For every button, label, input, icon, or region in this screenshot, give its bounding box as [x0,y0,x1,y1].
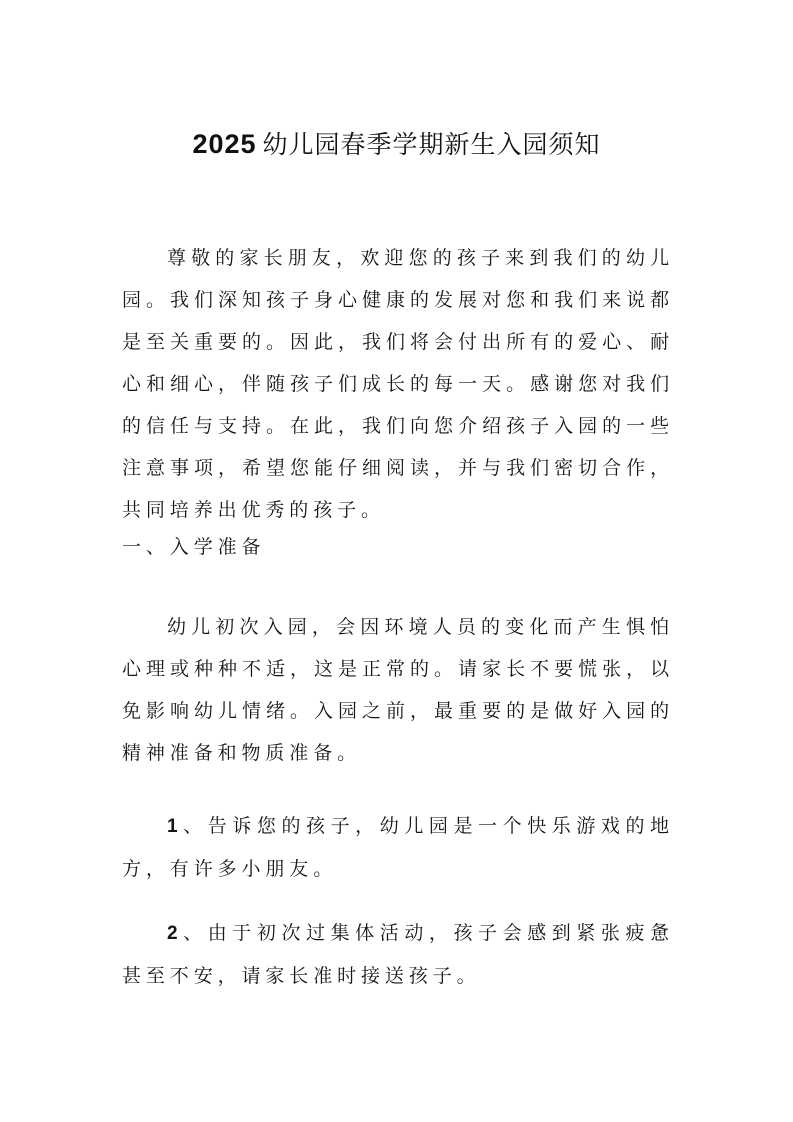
list-item-text: 、由于初次过集体活动，孩子会感到紧张疲惫甚至不安，请家长准时接送孩子。 [122,922,674,987]
list-item-text: 、告诉您的孩子，幼儿园是一个快乐游戏的地方，有许多小朋友。 [122,815,674,880]
page-title [0,126,793,163]
title-text: 幼儿园春季学期新生入园须知 [262,130,601,159]
list-item [122,912,674,997]
title-year: 2025 [192,129,257,159]
list-item-number: 1 [167,816,183,837]
list-item-2 [122,912,674,997]
intro-paragraph: 尊敬的家长朋友，欢迎您的孩子来到我们的幼儿园。我们深知孩子身心健康的发展对您和我们来说都是至关重要的。因此，我们将会付出所有的爱心、耐心和细心，伴随孩子们成长的每一天。感谢您对我们的信任与支持。在此，我们向您介绍孩子入园的一些注意事项，希望您能仔细阅读，并与我们密切合作，共同培养出优秀的孩子。 [122,247,674,521]
list-item [122,805,674,890]
section-heading: 一、入学准备 [122,536,266,558]
intro-block [122,237,674,531]
list-item-1 [122,805,674,890]
section-paragraph: 幼儿初次入园，会因环境人员的变化而产生惧怕心理或种种不适，这是正常的。请家长不要慌张，以免影响幼儿情绪。入园之前，最重要的是做好入园的精神准备和物质准备。 [122,616,674,764]
list-item-number: 2 [167,923,183,944]
section-1-heading-block [122,526,674,568]
section-1-paragraph-block [122,606,674,774]
